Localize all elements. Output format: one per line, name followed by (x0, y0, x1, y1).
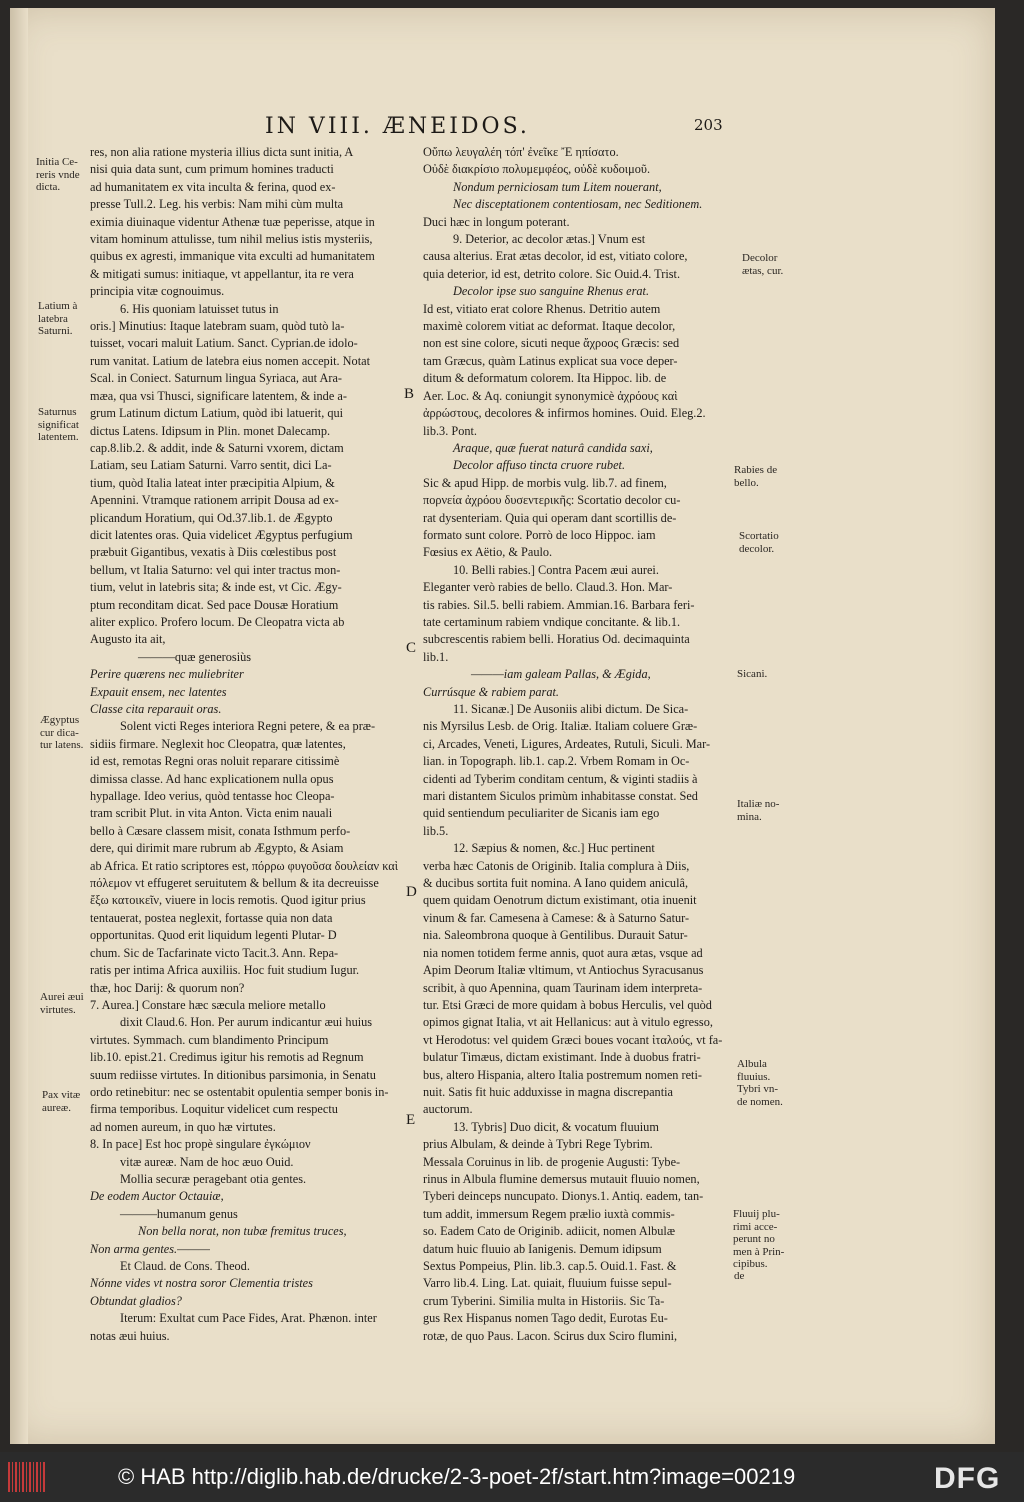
text-line: tium, velut in latebris sita; & inde est, vt Cic. Ægy- (90, 580, 342, 595)
text-line: 7. Aurea.] Constare hæc sæcula meliore metallo (90, 997, 326, 1012)
text-line: Augusto ita ait, (90, 632, 166, 647)
text-line: nia. Saleombrona quoque à Gentilibus. Durauit Satur- (423, 928, 688, 943)
text-line: Araque, quæ fuerat naturâ candida saxi, (453, 440, 653, 455)
text-line: Decolor affuso tincta cruore rubet. (453, 458, 626, 473)
text-line: dictus Latens. Idipsum in Plin. monet Dalecamp. (90, 423, 331, 438)
text-line: tentauerat, postea neglexit, fortasse quia non data (90, 910, 333, 925)
text-line: id est, remotas Regni oras noluit reparare citissimè (90, 754, 340, 769)
text-line: tium, quòd Italia lateat inter præcipitia Alpium, & (90, 475, 335, 490)
text-line: non est sine colore, sicuti neque ἄχροος Græcis: sed (423, 336, 680, 351)
text-line: Duci hæc in longum poterant. (423, 214, 570, 229)
margin-note-albula: Albula fluuius. Tybri vn- de nomen. (737, 1058, 783, 1108)
text-line: Obtundat gladios? (90, 1293, 182, 1308)
text-line: Scal. in Coniect. Saturnum lingua Syriaca, aut Ara- (90, 371, 343, 386)
text-line: presse Tull.2. Leg. his verbis: Nam mihi cùm multa (90, 197, 344, 212)
text-line: Id est, vitiato erat colore Rhenus. Detritio autem (423, 301, 661, 316)
text-line: maximè colorem vitiat ac deformat. Itaque decolor, (423, 319, 676, 334)
text-line: ad nomen aureum, in quo hæ virtutes. (90, 1119, 276, 1134)
margin-note-rabies: Rabies de bello. (734, 464, 778, 489)
page-number: 203 (694, 116, 723, 134)
text-line: 9. Deterior, ac decolor ætas.] Vnum est (453, 232, 646, 247)
text-line: Fœsius ex Aëtio, & Paulo. (423, 545, 553, 560)
text-line: mæa, qua vsi Thusci, significare latentem, & inde a- (90, 388, 347, 403)
text-line: causa alterius. Erat ætas decolor, id est, vitiato colore, (423, 249, 688, 264)
text-line: 11. Sicanæ.] De Ausoniis alibi dictum. De Sica- (453, 702, 689, 716)
text-line: verba hæc Catonis de Originib. Italia complura à Diis, (423, 858, 690, 873)
text-line: hypallage. Ideo verius, quòd tentasse hoc Cleopa- (90, 789, 335, 804)
text-line: Aer. Loc. & Aq. coniungit synonymicè ἀχρόους καὶ (423, 388, 678, 403)
margin-note-saturnus: Saturnus significat latentem. (38, 406, 79, 443)
text-line: 6. His quoniam latuisset tutus in (120, 301, 279, 316)
text-line: ditum & deformatum colorem. Ita Hippoc. lib. de (423, 371, 667, 386)
text-line: 12. Sæpius & nomen, &c.] Huc pertinent (453, 841, 655, 856)
text-line: Non arma gentes.——— (90, 1241, 210, 1256)
text-line: nuit. Satis fit huic adduxisse in magna discrepantia (423, 1084, 673, 1099)
text-line: rinus in Albula flumine demersus mutauit fluuio nomen, (423, 1171, 700, 1186)
text-line: firma temporibus. Loquitur videlicet cum respectu (90, 1102, 338, 1117)
text-line: Eleganter verò rabies de bello. Claud.3. Hon. Mar- (423, 580, 673, 595)
running-head: IN VIII. ÆNEIDOS. (265, 114, 530, 139)
text-line: 8. In pace] Est hoc propè singulare ἐγκώμιον (90, 1137, 311, 1152)
text-line: Apim Deorum Italiæ vltimum, vt Antiochus Syracusanus (423, 963, 704, 978)
text-line: lib.3. Pont. (423, 423, 477, 438)
text-line: suum rediisse virtutes. In ditionibus parsimonia, in Senatu (90, 1067, 376, 1082)
text-line: opimos gignat Italia, vt ait Hellanicus: aut à vitulo egresso, (423, 1015, 713, 1030)
text-line: rotæ, de quo Paus. Lacon. Scirus dux Sciro flumini, (423, 1328, 678, 1343)
text-line: tate certaminum rabiem vndique concitante. & lib.1. (423, 614, 681, 629)
margin-note-decolor: Decolor ætas, cur. (742, 252, 784, 277)
text-line: Nónne vides vt nostra soror Clementia tristes (90, 1276, 313, 1291)
text-line: nisi quia data sunt, cum primum homines traducti (90, 162, 334, 177)
text-line: quid sentiendum peculiariter de Sicanis iam ego (423, 806, 660, 821)
text-line: Et Claud. de Cons. Theod. (120, 1259, 250, 1273)
text-line: lib.1. (423, 649, 449, 664)
margin-note-scortatio: Scortatio decolor. (739, 530, 779, 555)
text-line: notas æui huius. (90, 1328, 170, 1343)
catchword: de (734, 1270, 745, 1282)
hab-logo-icon (8, 1462, 46, 1492)
text-line: cap.8.lib.2. & addit, inde & Saturni vxorem, dictam (90, 440, 344, 455)
text-line: ———iam galeam Pallas, & Ægida, (471, 667, 651, 682)
text-line: ratis per intima Africa auxiliis. Hoc fuit studium Iugur. (90, 963, 360, 978)
text-line: rum vanitat. Latium de latebra eius nomen accepit. Notat (90, 353, 370, 368)
text-line: quibus ex agresti, immanique vita exculti ad humanitatem (90, 249, 375, 264)
text-line: auctorum. (423, 1102, 473, 1117)
text-line: tum addit, immersum Regem prælio iuxtà commis- (423, 1206, 675, 1221)
text-line: grum Latinum dictum Latium, quòd ibi latuerit, qui (90, 406, 344, 421)
text-line: Οὔπω λευγαλέη τόπ' ἐνεῖκε Ἔ ηπίσατο. (423, 145, 619, 159)
text-line: ci, Arcades, Veneti, Ligures, Ardeates, Rutuli, Siculi. Mar- (423, 736, 711, 751)
text-line: vitam hominum attulisse, tum nihil melius istis mysteriis, (90, 232, 373, 247)
text-line: plicandum Horatium, qui Od.37.lib.1. de Ægypto (90, 510, 333, 525)
text-line: lib.10. epist.21. Credimus igitur his remotis ad Regnum (90, 1050, 364, 1065)
text-line: gus Rex Hispanus nomen Tago dedit, Eurotas Eu- (423, 1311, 668, 1326)
text-line: nia nomen totidem ferme annis, quot aura ætas, vsque ad (423, 945, 703, 960)
text-line: chum. Sic de Tacfarinate victo Tacit.3. Ann. Repa- (90, 945, 339, 960)
text-line: vinum & far. Camesena à Camese: & à Saturno Satur- (423, 910, 690, 925)
text-line: opportunitas. Quod erit liquidum legenti Plutar- D (90, 928, 337, 943)
page-edge (10, 8, 28, 1444)
text-line: Classe cita reparauit oras. (90, 702, 222, 716)
text-line: ———quæ generosiùs (138, 649, 252, 664)
dfg-logo: DFG (934, 1462, 1001, 1495)
text-line: dere, qui dirimit mare rubrum ab Ægypto, & Asiam (90, 841, 344, 856)
text-line: Apennini. Vtramque rationem arripit Dousa ad ex- (90, 493, 339, 508)
text-line: Mollia securæ peragebant otia gentes. (120, 1171, 307, 1186)
text-line: ἀρρώστους, decolores & infirmos homines. Ouid. Eleg.2. (423, 406, 706, 421)
text-line: so. Eadem Cato de Originib. adiicit, nomen Albulæ (423, 1224, 676, 1239)
text-line: tam Græcus, quàm Latinus explicat sua voce deper- (423, 353, 678, 368)
section-mark-b: B (404, 386, 415, 402)
margin-note-aurei: Aurei æui virtutes. (40, 991, 84, 1016)
margin-note-pax: Pax vitæ aureæ. (42, 1089, 81, 1114)
text-line: bus, altero Hispania, altero Italia postremum nomen reti- (423, 1067, 702, 1082)
text-line: subcrescentis rabiem belli. Horatius Od. decimaquinta (423, 632, 690, 647)
text-line: vitæ aureæ. Nam de hoc æuo Ouid. (120, 1154, 294, 1169)
text-line: ad humanitatem ex vita inculta & ferina, quod ex- (90, 179, 336, 194)
text-line: res, non alia ratione mysteria illius dicta sunt initia, A (90, 145, 354, 159)
text-line: Messala Coruinus in lib. de progenie Augusti: Tybe- (423, 1154, 681, 1169)
right-text-column (423, 144, 737, 1345)
text-line: bellum, vt Italia Saturno: vel qui inter tractus mon- (90, 562, 341, 577)
text-line: lib.5. (423, 823, 449, 838)
text-line: crum Tyberini. Similia multa in Historiis. Sic Ta- (423, 1293, 665, 1308)
text-line: Nondum perniciosam tum Litem nouerant, (453, 179, 662, 194)
text-line: scribit, à quo Apennina, quam Taurinam idem interpreta- (423, 980, 703, 995)
text-line: Varro lib.4. Ling. Lat. quiait, fluuium fuisse sepul- (423, 1276, 672, 1291)
text-line: Iterum: Exultat cum Pace Fides, Arat. Phænon. inter (120, 1311, 377, 1326)
text-line: sidiis firmare. Neglexit hoc Cleopatra, quæ latentes, (90, 736, 346, 751)
text-line: præbuit Gigantibus, vexatis à Diis cœlestibus post (90, 545, 337, 560)
text-line: nis Myrsilus Lesb. de Orig. Italiæ. Italiam coluere Græ- (423, 719, 698, 734)
text-line: 13. Tybris] Duo dicit, & vocatum fluuium (453, 1119, 659, 1134)
text-line: thæ, hoc Darij: & quorum non? (90, 980, 245, 995)
text-line: aliter explico. Profero locum. De Cleopatra victa ab (90, 614, 345, 629)
text-line: ———humanum genus (120, 1206, 238, 1221)
text-line: oris.] Minutius: Itaque latebram suam, quòd tutò la- (90, 319, 345, 334)
text-line: πόλεμον vt effugeret seruitutem & bellum & ita decreuisse (90, 876, 379, 891)
text-line: ordo retinebitur: nec se ostentabit opulentia semper bonis in- (90, 1084, 389, 1099)
text-line: bulatur Timæus, dictam existimant. Inde à duobus fratri- (423, 1050, 701, 1065)
text-line: formato sunt colore. Porrò de loco Hippoc. iam (423, 527, 656, 542)
text-line: 10. Belli rabies.] Contra Pacem æui aurei. (453, 562, 659, 577)
text-line: ἔξω κατοικεῖν, viuere in locis remotis. Quod igitur prius (90, 893, 366, 908)
section-mark-d: D (406, 884, 417, 900)
text-line: virtutes. Symmach. cum blandimento Principum (90, 1032, 329, 1047)
text-line: rat dysenteriam. Quia qui operam dant scortillis de- (423, 510, 677, 525)
text-line: quia deterior, id est, detrito colore. Sic Ouid.4. Trist. (423, 266, 681, 281)
text-line: prius Albulam, & deinde à Tybri Rege Tybrim. (423, 1137, 653, 1152)
text-line: πορνεία ἀχρόου δυσεντερικῆς: Scortatio decolor cu- (423, 493, 681, 508)
margin-note-latium: Latium à latebra Saturni. (38, 300, 78, 337)
text-line: Nec disceptationem contentiosam, nec Seditionem. (453, 197, 703, 212)
text-line: & ducibus sortita fuit nomina. A Iano quidem aniculâ, (423, 876, 689, 891)
footer-credit-link[interactable]: © HAB http://diglib.hab.de/drucke/2-3-poet-2f/start.htm?image=00219 (118, 1464, 796, 1489)
text-line: Solent victi Reges interiora Regni petere, & ea præ- (120, 719, 376, 734)
margin-note-fluuij: Fluuij plu- rimi acce- perunt no men à Prin- cipibus. (733, 1208, 785, 1270)
section-mark-e: E (406, 1112, 416, 1128)
margin-note-sicani: Sicani. (737, 668, 768, 680)
section-mark-c: C (406, 640, 417, 656)
text-line: Tyberi deinceps nuncupato. Dionys.1. Antiq. eadem, tan- (423, 1189, 704, 1204)
left-text-column (90, 144, 415, 1345)
footer-bar (0, 1452, 1024, 1502)
text-line: Perire quærens nec muliebriter (90, 667, 244, 682)
text-line: Latiam, seu Latiam Saturni. Varro sentit, dici La- (90, 458, 332, 473)
text-line: tram scribit Plut. in vita Anton. Victa enim nauali (90, 806, 333, 821)
text-line: bello à Cæsare classem misit, conata Isthmum perfo- (90, 823, 351, 838)
text-line: principia vitæ cognouimus. (90, 284, 225, 299)
text-line: tur. Etsi Græci de more quidam à bobus Herculis, vel quòd (423, 997, 712, 1012)
text-line: & mitigati sumus: initiaque, vt appellantur, ita re vera (90, 266, 354, 281)
margin-note-italiae: Italiæ no- mina. (737, 798, 780, 823)
text-line: dicit latentes oras. Quia videlicet Ægyptus perfugium (90, 527, 353, 542)
text-line: ptum reconditam dicat. Sed pace Dousæ Horatium (90, 597, 339, 612)
text-line: Decolor ipse suo sanguine Rhenus erat. (453, 284, 650, 299)
text-line: quem quidam Oenotrum dictum existimant, otia inuenit (423, 893, 697, 908)
text-line: De eodem Auctor Octauiæ, (90, 1189, 224, 1204)
book-page (10, 8, 995, 1444)
text-line: Sic & apud Hipp. de morbis vulg. lib.7. ad finem, (423, 475, 667, 490)
text-line: Non bella norat, non tubæ fremitus truces, (138, 1224, 347, 1239)
text-line: Sextus Pompeius, Plin. lib.3. cap.5. Ouid.1. Fast. & (423, 1259, 677, 1273)
text-line: Οὐδὲ διακρίσιο πολυμεμφέος, οὐδὲ κυδοιμοῦ. (423, 162, 651, 177)
text-line: mari distantem Siculos primùm inhabitasse constat. Sed (423, 789, 698, 804)
text-line: eximia diuinaque videntur Athenæ tuæ peperisse, atque in (90, 214, 375, 229)
margin-note-aegyptus: Ægyptus cur dica- tur latens. (40, 714, 84, 751)
text-line: dixit Claud.6. Hon. Per aurum indicantur æui huius (120, 1015, 373, 1030)
text-line: vt Herodotus: vel quidem Græci boues vocant ἰταλούς, vt fa- (423, 1032, 723, 1047)
text-line: Currúsque & rabiem parat. (423, 684, 559, 699)
margin-note-initia: Initia Ce- reris vnde dicta. (36, 156, 80, 193)
text-line: tuisset, vocari maluit Latium. Sanct. Cyprian.de idolo- (90, 336, 358, 351)
text-line: lian. in Topograph. lib.1. cap.2. Vrbem Romam in Oc- (423, 754, 690, 769)
text-line: cidenti ad Tyberim conditam centum, & viginti stadiis à (423, 771, 698, 786)
text-line: tis rabies. Sil.5. belli rabiem. Ammian.16. Barbara feri- (423, 597, 695, 612)
text-line: dimissa classe. Ad hanc explicationem nulla opus (90, 771, 334, 786)
text-line: datum huic fluuio ab Ianigenis. Demum idipsum (423, 1241, 662, 1256)
text-line: Expauit ensem, nec latentes (90, 684, 227, 699)
text-line: ab Africa. Et ratio scriptores est, πόρρω φυγοῦσα δουλείαν καὶ (90, 858, 399, 873)
